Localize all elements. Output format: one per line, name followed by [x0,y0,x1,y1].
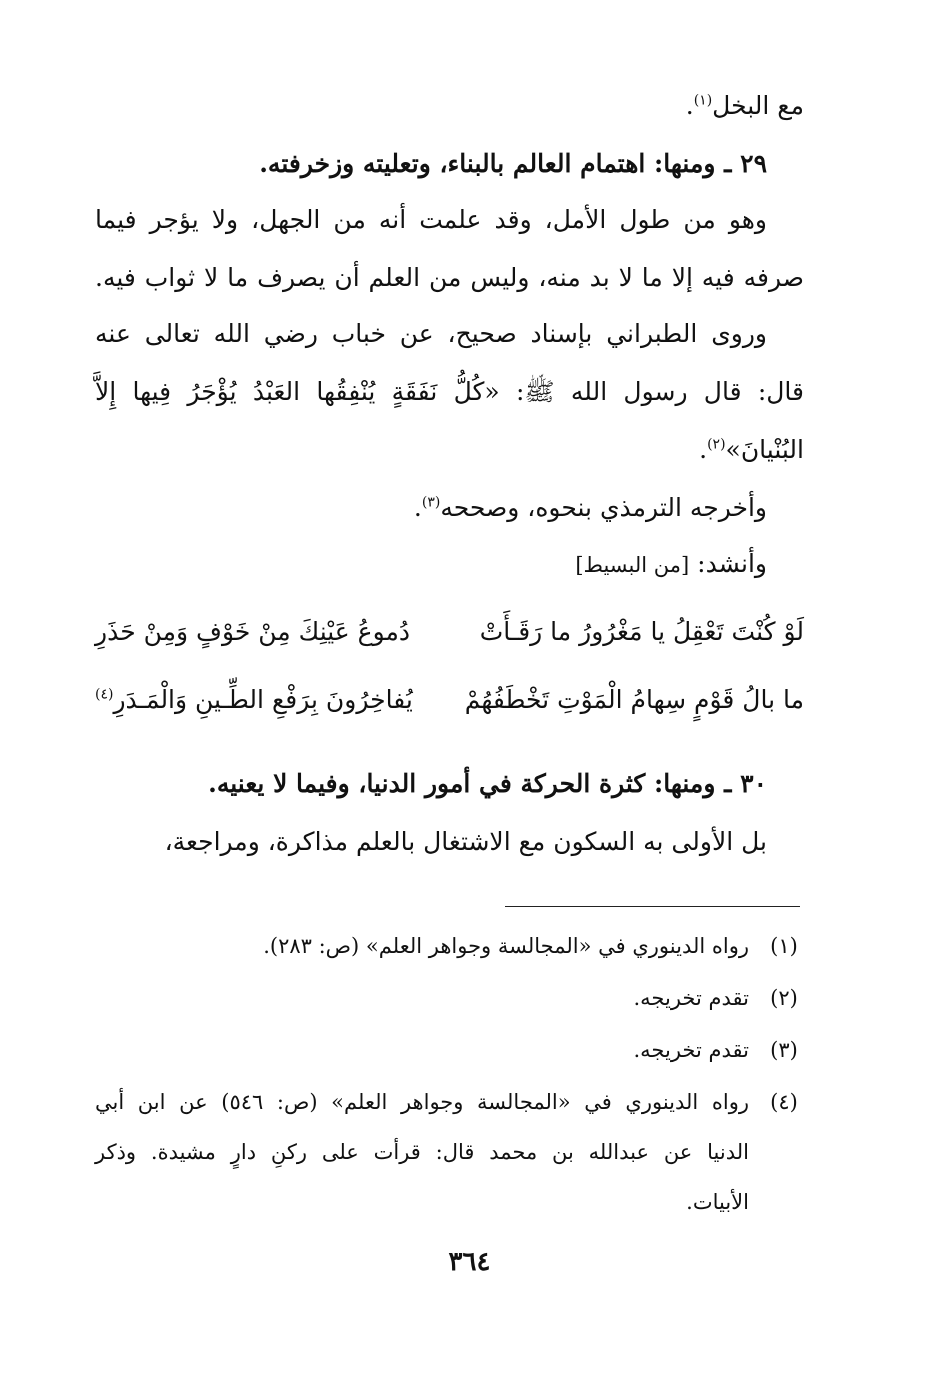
poem-meter: [من البسيط] [575,553,690,577]
footnote-text: الأبيات. [686,1190,749,1214]
footnote-text: تقدم تخريجه. [633,1038,749,1062]
verse-2-hemistich-2: يُفاخِرُونَ بِرَفْعِ الطِّـينِ وَالْمَـدَرِ$^{(٤)}$ [95,685,413,714]
paragraph-line: وروى الطبراني بإسناد صحيح، عن خباب رضي الله تعالى عنه [95,319,767,348]
footnote-ref: (٤) [95,686,114,703]
footnote-text: الدنيا عن عبدالله بن محمد قال: قرأت على ركنِ دارٍ مشيدة. وذكر [95,1140,749,1164]
footnote-ref: (١) [693,92,713,109]
footnote-text: رواه الدينوري في «المجالسة وجواهر العلم» (ص: ٢٨٣). [263,934,749,958]
line-continuation: مع البخل$^{(١)}$. [685,91,804,120]
verse-2-hemistich-1: ما بالُ قَوْمٍ سِهامُ الْمَوْتِ تَخْطَفُهُمْ [464,685,804,714]
footnote-text: رواه الدينوري في «المجالسة وجواهر العلم» (ص: ٥٤٦) عن ابن أبي [95,1090,749,1114]
footnote-ref: (٢) [707,436,726,453]
verse-1-hemistich-2: دُموعُ عَيْنِكَ مِنْ خَوْفٍ وَمِنْ حَذَرِ [95,617,411,646]
footnote-number: (٣) [770,1038,798,1062]
paragraph-line: وأخرجه الترمذي بنحوه، وصححه$^{(٣)}$. [413,493,767,522]
footnote-number: (٢) [770,986,798,1010]
footnote-separator [505,906,800,907]
heading-30: ٣٠ ـ ومنها: كثرة الحركة في أمور الدنيا، وفيما لا يعنيه. [208,769,767,798]
footnote-text: تقدم تخريجه. [633,986,749,1010]
footnote-number: (٤) [770,1090,798,1114]
hadith-line: قال: قال رسول الله ﷺ: «كُلُّ نَفَقَةٍ يُنْفِقُها العَبْدُ يُؤْجَرُ فِيها إِلاَّ [95,377,804,406]
footnote-ref: (٣) [421,494,441,511]
footnote-number: (١) [770,934,798,958]
heading-29: ٢٩ ـ ومنها: اهتمام العالم بالبناء، وتعليته وزخرفته. [259,149,767,178]
verse-1-hemistich-1: لَوْ كُنْتَ تَعْقِلُ يا مَغْرُورُ ما رَقَـأَتْ [479,617,804,646]
paragraph-line: بل الأولى به السكون مع الاشتغال بالعلم مذاكرة، ومراجعة، [164,827,767,856]
paragraph-line: صرفه فيه إلا ما لا بد منه، وليس من العلم أن يصرف ما لا ثواب فيه. [95,263,804,292]
paragraph-line: وهو من طول الأمل، وقد علمت أنه من الجهل، ولا يؤجر فيما [95,205,767,234]
page-number: ٣٦٤ [448,1247,491,1277]
poem-intro: وأنشد: [من البسيط] [575,549,767,578]
hadith-line-end: البُنْيانَ»$^{(٢)}$. [699,435,804,464]
